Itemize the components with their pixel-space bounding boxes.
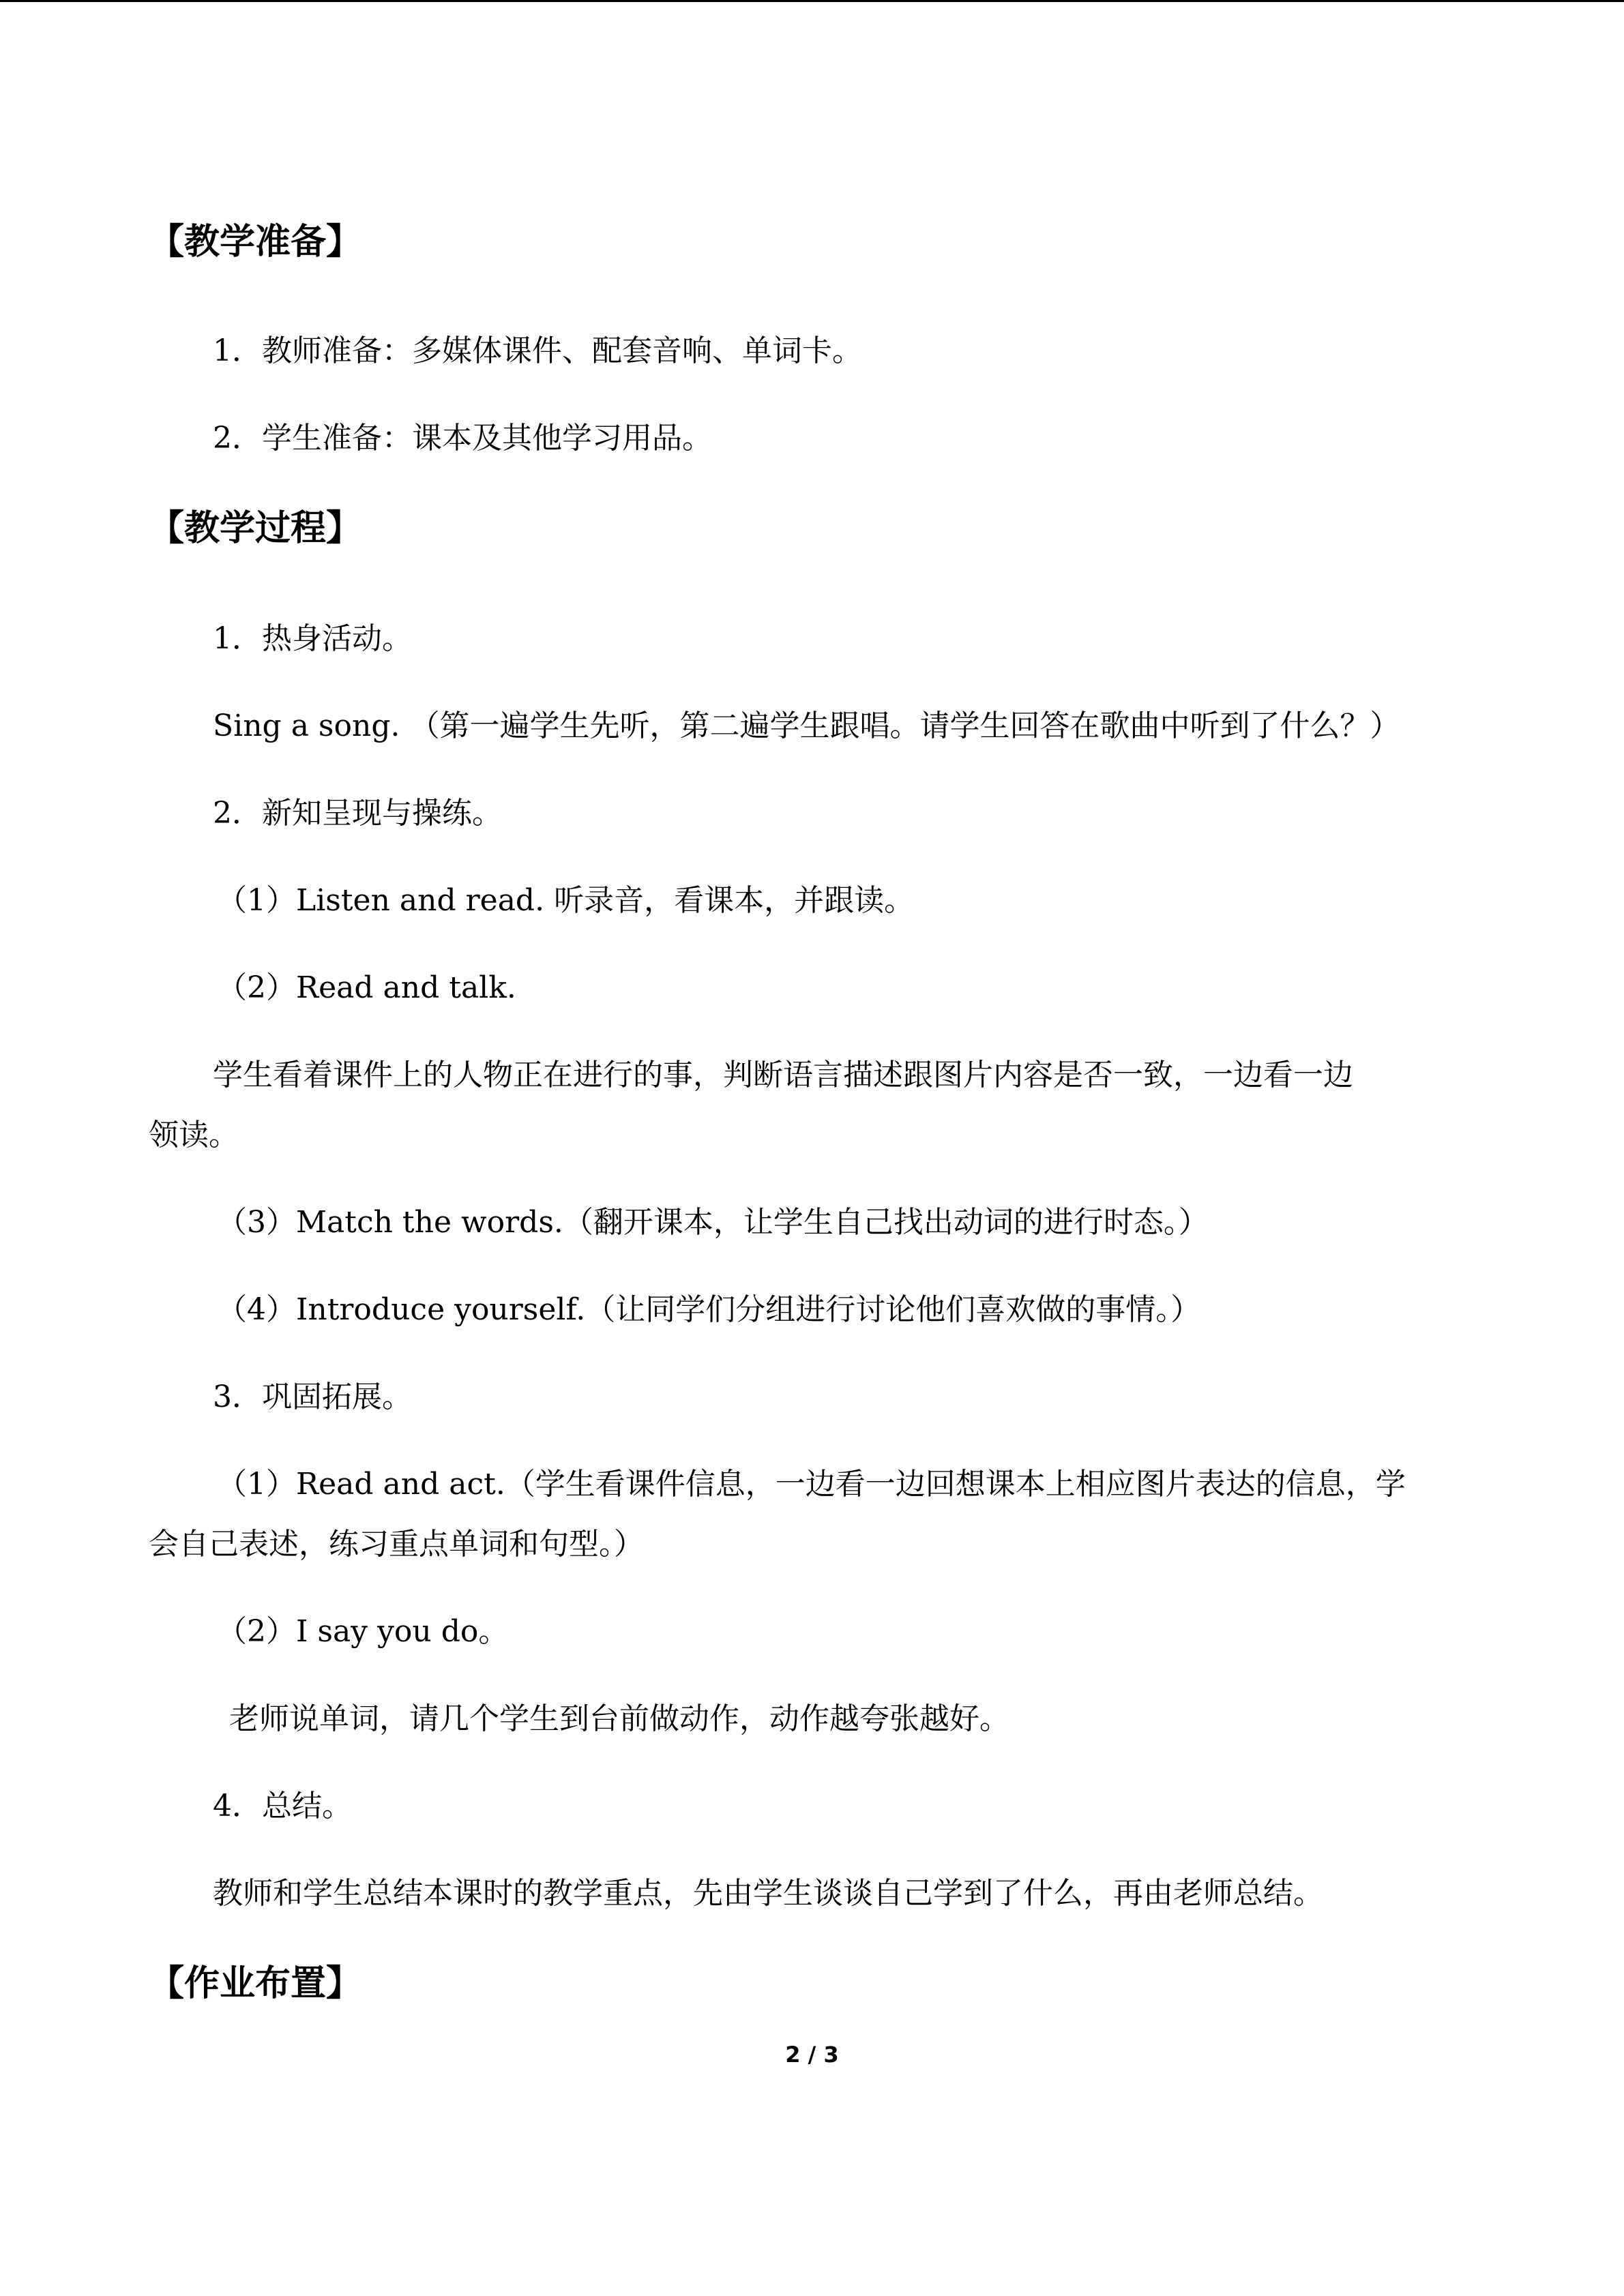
process-paragraph: Sing a song. （第一遍学生先听，第二遍学生跟唱。请学生回答在歌曲中听到了什么？） <box>213 709 1400 743</box>
section-heading-prep: 【教学准备】 <box>149 222 362 263</box>
process-paragraph: 老师说单词，请几个学生到台前做动作，动作越夸张越好。 <box>229 1701 1009 1736</box>
process-step-new-knowledge: 2．新知呈现与操练。 <box>213 796 502 831</box>
process-paragraph: 教师和学生总结本课时的教学重点，先由学生谈谈自己学到了什么，再由老师总结。 <box>213 1876 1323 1911</box>
process-substep-continued: 会自己表述，练习重点单词和句型。） <box>149 1527 644 1562</box>
process-paragraph-continued: 领读。 <box>149 1118 239 1152</box>
section-heading-homework: 【作业布置】 <box>149 1963 362 2004</box>
page-number: 2 / 3 <box>785 2042 839 2068</box>
process-substep: （2）Read and talk. <box>217 970 516 1005</box>
process-step-summary: 4．总结。 <box>213 1789 352 1823</box>
process-substep: （3）Match the words.（翻开课本，让学生自己找出动词的进行时态。） <box>217 1205 1209 1240</box>
process-paragraph: 学生看着课件上的人物正在进行的事，判断语言描述跟图片内容是否一致，一边看一边 <box>213 1058 1353 1092</box>
process-substep: （4）Introduce yourself.（让同学们分组进行讨论他们喜欢做的事情。） <box>217 1292 1201 1327</box>
prep-item-teacher: 1．教师准备：多媒体课件、配套音响、单词卡。 <box>213 333 862 368</box>
process-substep: （1）Read and act.（学生看课件信息，一边看一边回想课本上相应图片表达的信息，学 <box>217 1467 1406 1502</box>
process-substep: （2）I say you do。 <box>217 1614 509 1649</box>
process-substep: （1）Listen and read. 听录音，看课本，并跟读。 <box>217 883 915 918</box>
process-step-warmup: 1．热身活动。 <box>213 621 412 656</box>
section-heading-process: 【教学过程】 <box>149 508 362 549</box>
prep-item-student: 2．学生准备：课本及其他学习用品。 <box>213 421 712 456</box>
process-step-consolidate: 3．巩固拓展。 <box>213 1380 412 1414</box>
